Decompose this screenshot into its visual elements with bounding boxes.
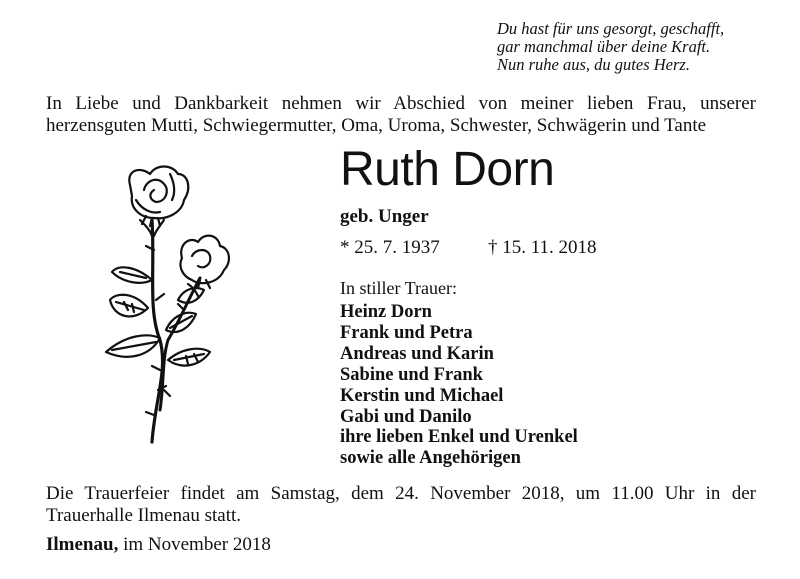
intro-text xyxy=(46,93,756,137)
mourner-entry: Heinz Dorn xyxy=(340,302,432,322)
poem-line: Du hast für uns gesorgt, geschafft, xyxy=(497,19,725,38)
birth-date: * 25. 7. 1937 xyxy=(340,237,440,258)
death-date: † 15. 11. 2018 xyxy=(488,237,597,258)
service-line: Trauerhalle Ilmenau statt. xyxy=(46,505,242,526)
mourner-entry: Andreas und Karin xyxy=(340,343,494,364)
service-info xyxy=(46,483,756,527)
deceased-name: Ruth Dorn xyxy=(340,143,555,196)
service-line: Die Trauerfeier findet am Samstag, dem 24. November 2018, um 11.00 Uhr in der xyxy=(46,483,756,504)
mourner-entry: Sabine und Frank xyxy=(340,364,483,385)
intro-line: In Liebe und Dankbarkeit nehmen wir Abschied von meiner lieben Frau, unserer xyxy=(46,93,756,114)
place-name: Ilmenau, xyxy=(46,534,119,555)
mourning-label: In stiller Trauer: xyxy=(340,278,457,298)
closing-date: im November 2018 xyxy=(123,534,271,555)
mourner-entry: Gabi und Danilo xyxy=(340,406,472,427)
poem-line: Nun ruhe aus, du gutes Herz. xyxy=(497,55,690,74)
mourner-entry: Frank und Petra xyxy=(340,322,473,343)
mourner-entry: ihre lieben Enkel und Urenkel xyxy=(340,427,578,448)
rose-drawing-icon xyxy=(100,160,240,450)
intro-line: herzensguten Mutti, Schwiegermutter, Oma, Uroma, Schwester, Schwägerin und Tante xyxy=(46,115,707,136)
maiden-name: geb. Unger xyxy=(340,206,429,227)
mourner-entry: sowie alle Angehörigen xyxy=(340,448,521,469)
poem xyxy=(497,20,787,74)
mourners-list xyxy=(340,302,578,469)
place-date xyxy=(46,534,271,556)
poem-line: gar manchmal über deine Kraft. xyxy=(497,37,711,56)
mourner-entry: Kerstin und Michael xyxy=(340,385,504,406)
